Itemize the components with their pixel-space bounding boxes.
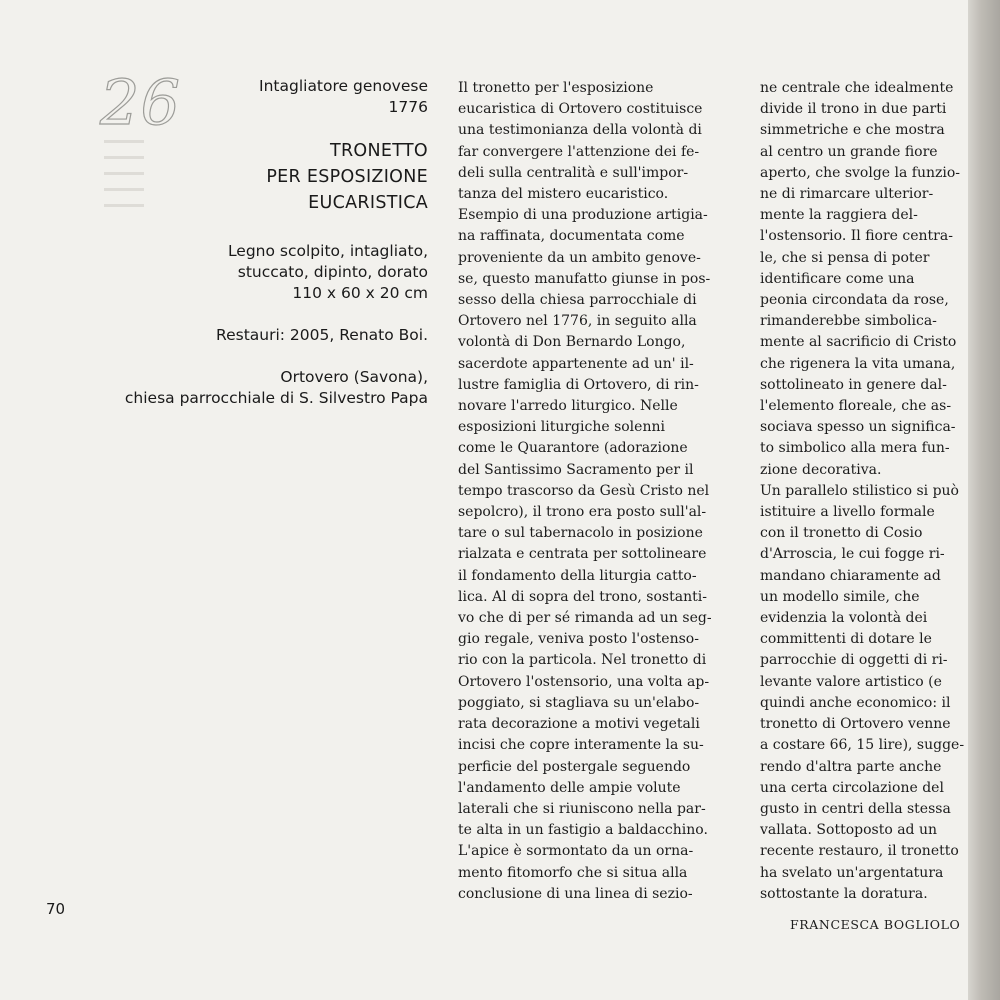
text-line: peonia circondata da rose, xyxy=(760,292,949,309)
text-line: esposizioni liturgiche solenni xyxy=(458,419,665,436)
text-line: poggiato, si stagliava su un'elabo- xyxy=(458,694,700,711)
text-line: perficie del postergale seguendo xyxy=(458,758,691,775)
text-line: lica. Al di sopra del trono, sostanti- xyxy=(458,588,707,605)
text-line: l'elemento floreale, che as- xyxy=(760,398,952,415)
text-line: gusto in centri della stessa xyxy=(760,800,951,817)
text-line: il fondamento della liturgia catto- xyxy=(458,567,697,584)
page-number: 70 xyxy=(46,900,66,918)
text-line: tanza del mistero eucaristico. xyxy=(458,186,669,203)
text-line: a costare 66, 15 lire), sugge- xyxy=(760,737,965,754)
text-line: levante valore artistico (e xyxy=(760,673,942,690)
text-line: ha svelato un'argentatura xyxy=(760,864,944,881)
text-line: una testimonianza della volontà di xyxy=(458,122,702,139)
text-line: Ortovero nel 1776, in seguito alla xyxy=(458,313,697,330)
text-line: tronetto di Ortovero venne xyxy=(760,716,951,733)
text-line: sesso della chiesa parrocchiale di xyxy=(458,292,697,309)
text-line: sacerdote appartenente ad un' il- xyxy=(458,355,694,372)
text-line: tare o sul tabernacolo in posizione xyxy=(458,525,703,542)
location-line: chiesa parrocchiale di S. Silvestro Papa xyxy=(124,389,428,407)
text-line: lustre famiglia di Ortovero, di rin- xyxy=(458,376,699,393)
title-line: TRONETTO xyxy=(329,141,428,161)
text-line: rio con la particola. Nel tronetto di xyxy=(458,652,707,669)
text-line: ne di rimarcare ulterior- xyxy=(760,186,934,203)
year: 1776 xyxy=(388,98,428,116)
text-line: rendo d'altra parte anche xyxy=(760,758,942,775)
text-line: sottostante la doratura. xyxy=(760,885,928,902)
text-line: zione decorativa. xyxy=(760,461,882,478)
text-line: recente restauro, il tronetto xyxy=(760,843,959,860)
text-line: tempo trascorso da Gesù Cristo nel xyxy=(458,482,710,499)
entry-metadata xyxy=(110,76,428,409)
technique-line: Legno scolpito, intagliato, xyxy=(227,242,428,260)
text-line: conclusione di una linea di sezio- xyxy=(458,885,693,902)
body-column-2 xyxy=(760,78,965,905)
text-line: te alta in un fastigio a baldacchino. xyxy=(458,822,708,839)
text-line: Esempio di una produzione artigia- xyxy=(458,207,708,224)
catalogue-number: 26 xyxy=(100,66,181,139)
text-line: Il tronetto per l'esposizione xyxy=(458,80,654,96)
artist: Intagliatore genovese xyxy=(259,77,428,95)
body-column-1 xyxy=(458,78,726,905)
text-line: mente al sacrificio di Cristo xyxy=(760,334,957,351)
text-line: come le Quarantore (adorazione xyxy=(458,440,688,457)
restoration: Restauri: 2005, Renato Boi. xyxy=(216,326,428,344)
text-line: far convergere l'attenzione dei fe- xyxy=(458,143,700,160)
text-line: committenti di dotare le xyxy=(760,631,932,648)
text-line: sottolineato in genere dal- xyxy=(760,376,947,393)
text-line: evidenzia la volontà dei xyxy=(760,610,928,627)
text-line: L'apice è sormontato da un orna- xyxy=(458,843,694,860)
text-line: incisi che copre interamente la su- xyxy=(458,737,704,754)
text-line: vo che di per sé rimanda ad un seg- xyxy=(458,610,712,627)
text-line: del Santissimo Sacramento per il xyxy=(458,461,694,478)
text-line: aperto, che svolge la funzio- xyxy=(760,164,961,181)
page-edge xyxy=(968,0,1000,1000)
text-line: gio regale, veniva posto l'ostenso- xyxy=(458,631,699,648)
text-line: l'ostensorio. Il fiore centra- xyxy=(760,228,953,245)
text-line: Un parallelo stilistico si può xyxy=(760,482,959,499)
text-line: una certa circolazione del xyxy=(760,779,944,796)
text-line: laterali che si riuniscono nella par- xyxy=(458,800,706,817)
text-line: sociava spesso un significa- xyxy=(760,419,956,436)
text-line: deli sulla centralità e sull'impor- xyxy=(458,164,689,181)
text-line: divide il trono in due parti xyxy=(760,101,947,118)
text-line: un modello simile, che xyxy=(760,588,920,605)
technique-line: stuccato, dipinto, dorato xyxy=(237,263,428,281)
text-line: volontà di Don Bernardo Longo, xyxy=(458,334,686,351)
dimensions: 110 x 60 x 20 cm xyxy=(292,284,428,302)
text-line: mento fitomorfo che si situa alla xyxy=(458,864,688,881)
text-line: rata decorazione a motivi vegetali xyxy=(458,716,700,733)
text-line: con il tronetto di Cosio xyxy=(760,525,923,542)
text-line: eucaristica di Ortovero costituisce xyxy=(458,101,703,118)
text-line: novare l'arredo liturgico. Nelle xyxy=(458,398,678,415)
text-line: rialzata e centrata per sottolineare xyxy=(458,546,707,563)
text-line: proveniente da un ambito genove- xyxy=(458,249,701,266)
text-line: sepolcro), il trono era posto sull'al- xyxy=(458,504,707,521)
text-line: mente la raggiera del- xyxy=(760,207,918,224)
title-line: EUCARISTICA xyxy=(308,193,428,213)
text-line: le, che si pensa di poter xyxy=(760,249,930,266)
text-line: Ortovero l'ostensorio, una volta ap- xyxy=(458,673,710,690)
text-line: d'Arroscia, le cui fogge ri- xyxy=(760,546,945,563)
location-line: Ortovero (Savona), xyxy=(280,368,428,386)
text-line: simmetriche e che mostra xyxy=(760,122,945,139)
text-line: parrocchie di oggetti di ri- xyxy=(760,652,948,669)
text-line: se, questo manufatto giunse in pos- xyxy=(458,270,711,287)
text-line: rimanderebbe simbolica- xyxy=(760,313,937,330)
text-line: che rigenera la vita umana, xyxy=(760,355,956,372)
title-line: PER ESPOSIZIONE xyxy=(266,167,428,187)
text-line: mandano chiaramente ad xyxy=(760,567,941,584)
text-line: al centro un grande fiore xyxy=(760,143,938,160)
text-line: istituire a livello formale xyxy=(760,504,935,521)
text-line: to simbolico alla mera fun- xyxy=(760,440,950,457)
text-line: identificare come una xyxy=(760,270,915,287)
author-signature: FRANCESCA BOGLIOLO xyxy=(790,917,961,932)
text-line: quindi anche economico: il xyxy=(760,694,951,711)
text-line: na raffinata, documentata come xyxy=(458,228,685,245)
text-line: vallata. Sottoposto ad un xyxy=(760,822,938,839)
text-line: l'andamento delle ampie volute xyxy=(458,779,681,796)
text-line: ne centrale che idealmente xyxy=(760,80,954,96)
